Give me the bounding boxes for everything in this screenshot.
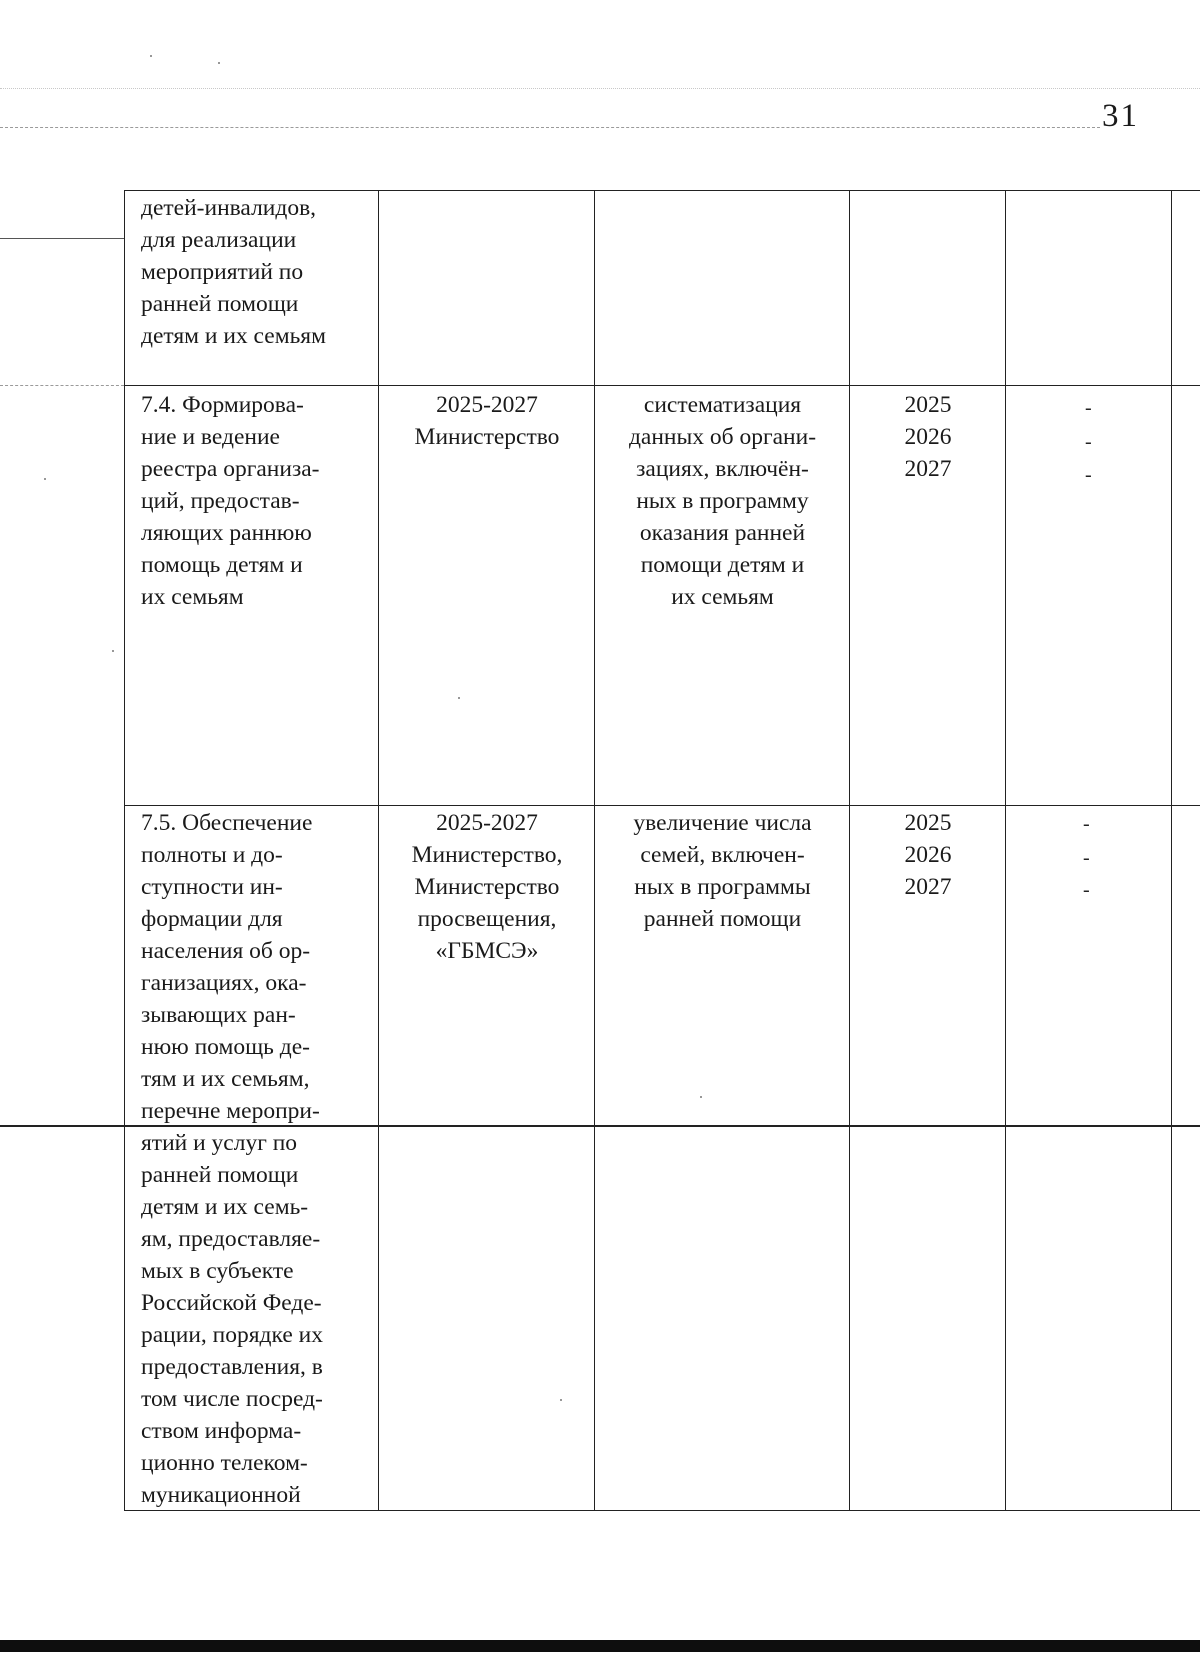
measure-name-line: предоставления, в <box>141 1354 323 1380</box>
scan-speck <box>560 1399 562 1401</box>
result-line: систематизация <box>643 392 802 418</box>
executor-cell <box>380 807 594 967</box>
scan-artifact-line <box>0 88 1200 89</box>
measure-name-cell <box>124 389 378 613</box>
measure-name-line: том числе посред- <box>141 1386 323 1412</box>
measure-name-line: ляющих раннюю <box>141 520 312 546</box>
scan-speck <box>218 62 220 64</box>
year-line: 2025 <box>904 392 952 418</box>
result-line: семей, включен- <box>640 842 805 868</box>
executor-line: «ГБМСЭ» <box>435 938 539 964</box>
executor-line: 2025-2027 <box>436 810 538 836</box>
scan-bottom-edge <box>0 1640 1200 1652</box>
scan-artifact-line <box>0 385 124 386</box>
executor-line: 2025-2027 <box>436 392 538 418</box>
result-cell <box>596 807 849 935</box>
measure-name-cell <box>124 1127 378 1511</box>
years-cell <box>851 389 1005 485</box>
result-line: ных в программы <box>634 874 811 900</box>
value-dash: - <box>1085 431 1092 453</box>
result-line: увеличение числа <box>633 810 812 836</box>
measure-name-line: ционно телеком- <box>141 1450 308 1476</box>
measure-name-line: формации для <box>141 906 283 932</box>
measure-name-line: ступности ин- <box>141 874 283 900</box>
executor-cell <box>380 389 594 453</box>
measure-name-line: реестра организа- <box>141 456 320 482</box>
measure-name-line: населения об ор- <box>141 938 311 964</box>
measure-name-line: мых в субъекте <box>141 1258 294 1284</box>
measure-name-line: нюю помощь де- <box>141 1034 310 1060</box>
scan-speck <box>458 697 460 699</box>
measure-name-line: зывающих ран- <box>141 1002 296 1028</box>
page-number: 31 <box>1102 98 1139 134</box>
value-dash: - <box>1083 879 1090 901</box>
years-cell <box>851 807 1005 903</box>
result-line: данных об органи- <box>628 424 817 450</box>
measure-name-line: их семьям <box>141 584 244 610</box>
result-line: зациях, включён- <box>636 456 809 482</box>
value-dash: - <box>1085 397 1092 419</box>
year-line: 2027 <box>904 456 952 482</box>
result-line: их семьям <box>671 584 774 610</box>
executor-line: Министерство <box>414 874 560 900</box>
scan-artifact-line <box>0 127 1100 128</box>
column-divider <box>378 190 379 1511</box>
column-divider <box>1171 190 1172 1511</box>
measure-name-line: 7.4. Формирова- <box>141 392 304 418</box>
column-divider <box>594 190 595 1511</box>
year-line: 2026 <box>904 842 952 868</box>
year-line: 2025 <box>904 810 952 836</box>
measure-name-line: детям и их семь- <box>141 1194 309 1220</box>
measure-name-line: ятий и услуг по <box>141 1130 298 1156</box>
measure-name-line: ством информа- <box>141 1418 302 1444</box>
measure-name-line: для реализации <box>141 227 297 253</box>
table-top-border <box>124 190 1200 191</box>
table-row <box>124 192 378 352</box>
measure-name-line: 7.5. Обеспечение <box>141 810 313 836</box>
executor-line: Министерство <box>414 424 560 450</box>
measure-name-line: помощь детям и <box>141 552 303 578</box>
measure-name-line: Российской Феде- <box>141 1290 322 1316</box>
executor-line: Министерство, <box>411 842 563 868</box>
year-line: 2027 <box>904 874 952 900</box>
column-divider <box>849 190 850 1511</box>
result-cell <box>596 389 849 613</box>
value-dash: - <box>1085 464 1092 486</box>
measure-name-line: мероприятий по <box>141 259 304 285</box>
measure-name-line: ние и ведение <box>141 424 280 450</box>
result-line: ных в программу <box>636 488 809 514</box>
scan-artifact-line <box>0 238 124 239</box>
value-dash: - <box>1083 847 1090 869</box>
result-line: оказания ранней <box>639 520 806 546</box>
scan-speck <box>112 650 114 652</box>
measure-name-cell <box>124 807 378 1127</box>
scan-speck <box>150 55 152 57</box>
value-dash: - <box>1083 813 1090 835</box>
measure-name-line: ций, предостав- <box>141 488 300 514</box>
result-line: ранней помощи <box>643 906 802 932</box>
measure-name-line: перечне меропри- <box>141 1098 320 1124</box>
measure-name-line: ям, предоставляе- <box>141 1226 321 1252</box>
result-line: помощи детям и <box>640 552 805 578</box>
scan-speck <box>700 1096 702 1098</box>
measure-name-line: ранней помощи <box>141 291 299 317</box>
scan-speck <box>44 478 46 480</box>
measure-name-line: рации, порядке их <box>141 1322 323 1348</box>
measure-name-line: тям и их семьям, <box>141 1066 310 1092</box>
measure-name-line: полноты и до- <box>141 842 283 868</box>
measure-name-line: муникационной <box>141 1482 301 1508</box>
measure-name-line: детей-инвалидов, <box>141 195 317 221</box>
measure-name-line: детям и их семьям <box>141 323 326 349</box>
measure-name-line: ганизациях, ока- <box>141 970 307 996</box>
executor-line: просвещения, <box>417 906 557 932</box>
row-divider <box>124 385 1200 386</box>
year-line: 2026 <box>904 424 952 450</box>
row-divider <box>124 805 1200 806</box>
measure-name-line: ранней помощи <box>141 1162 299 1188</box>
column-divider <box>1005 190 1006 1511</box>
